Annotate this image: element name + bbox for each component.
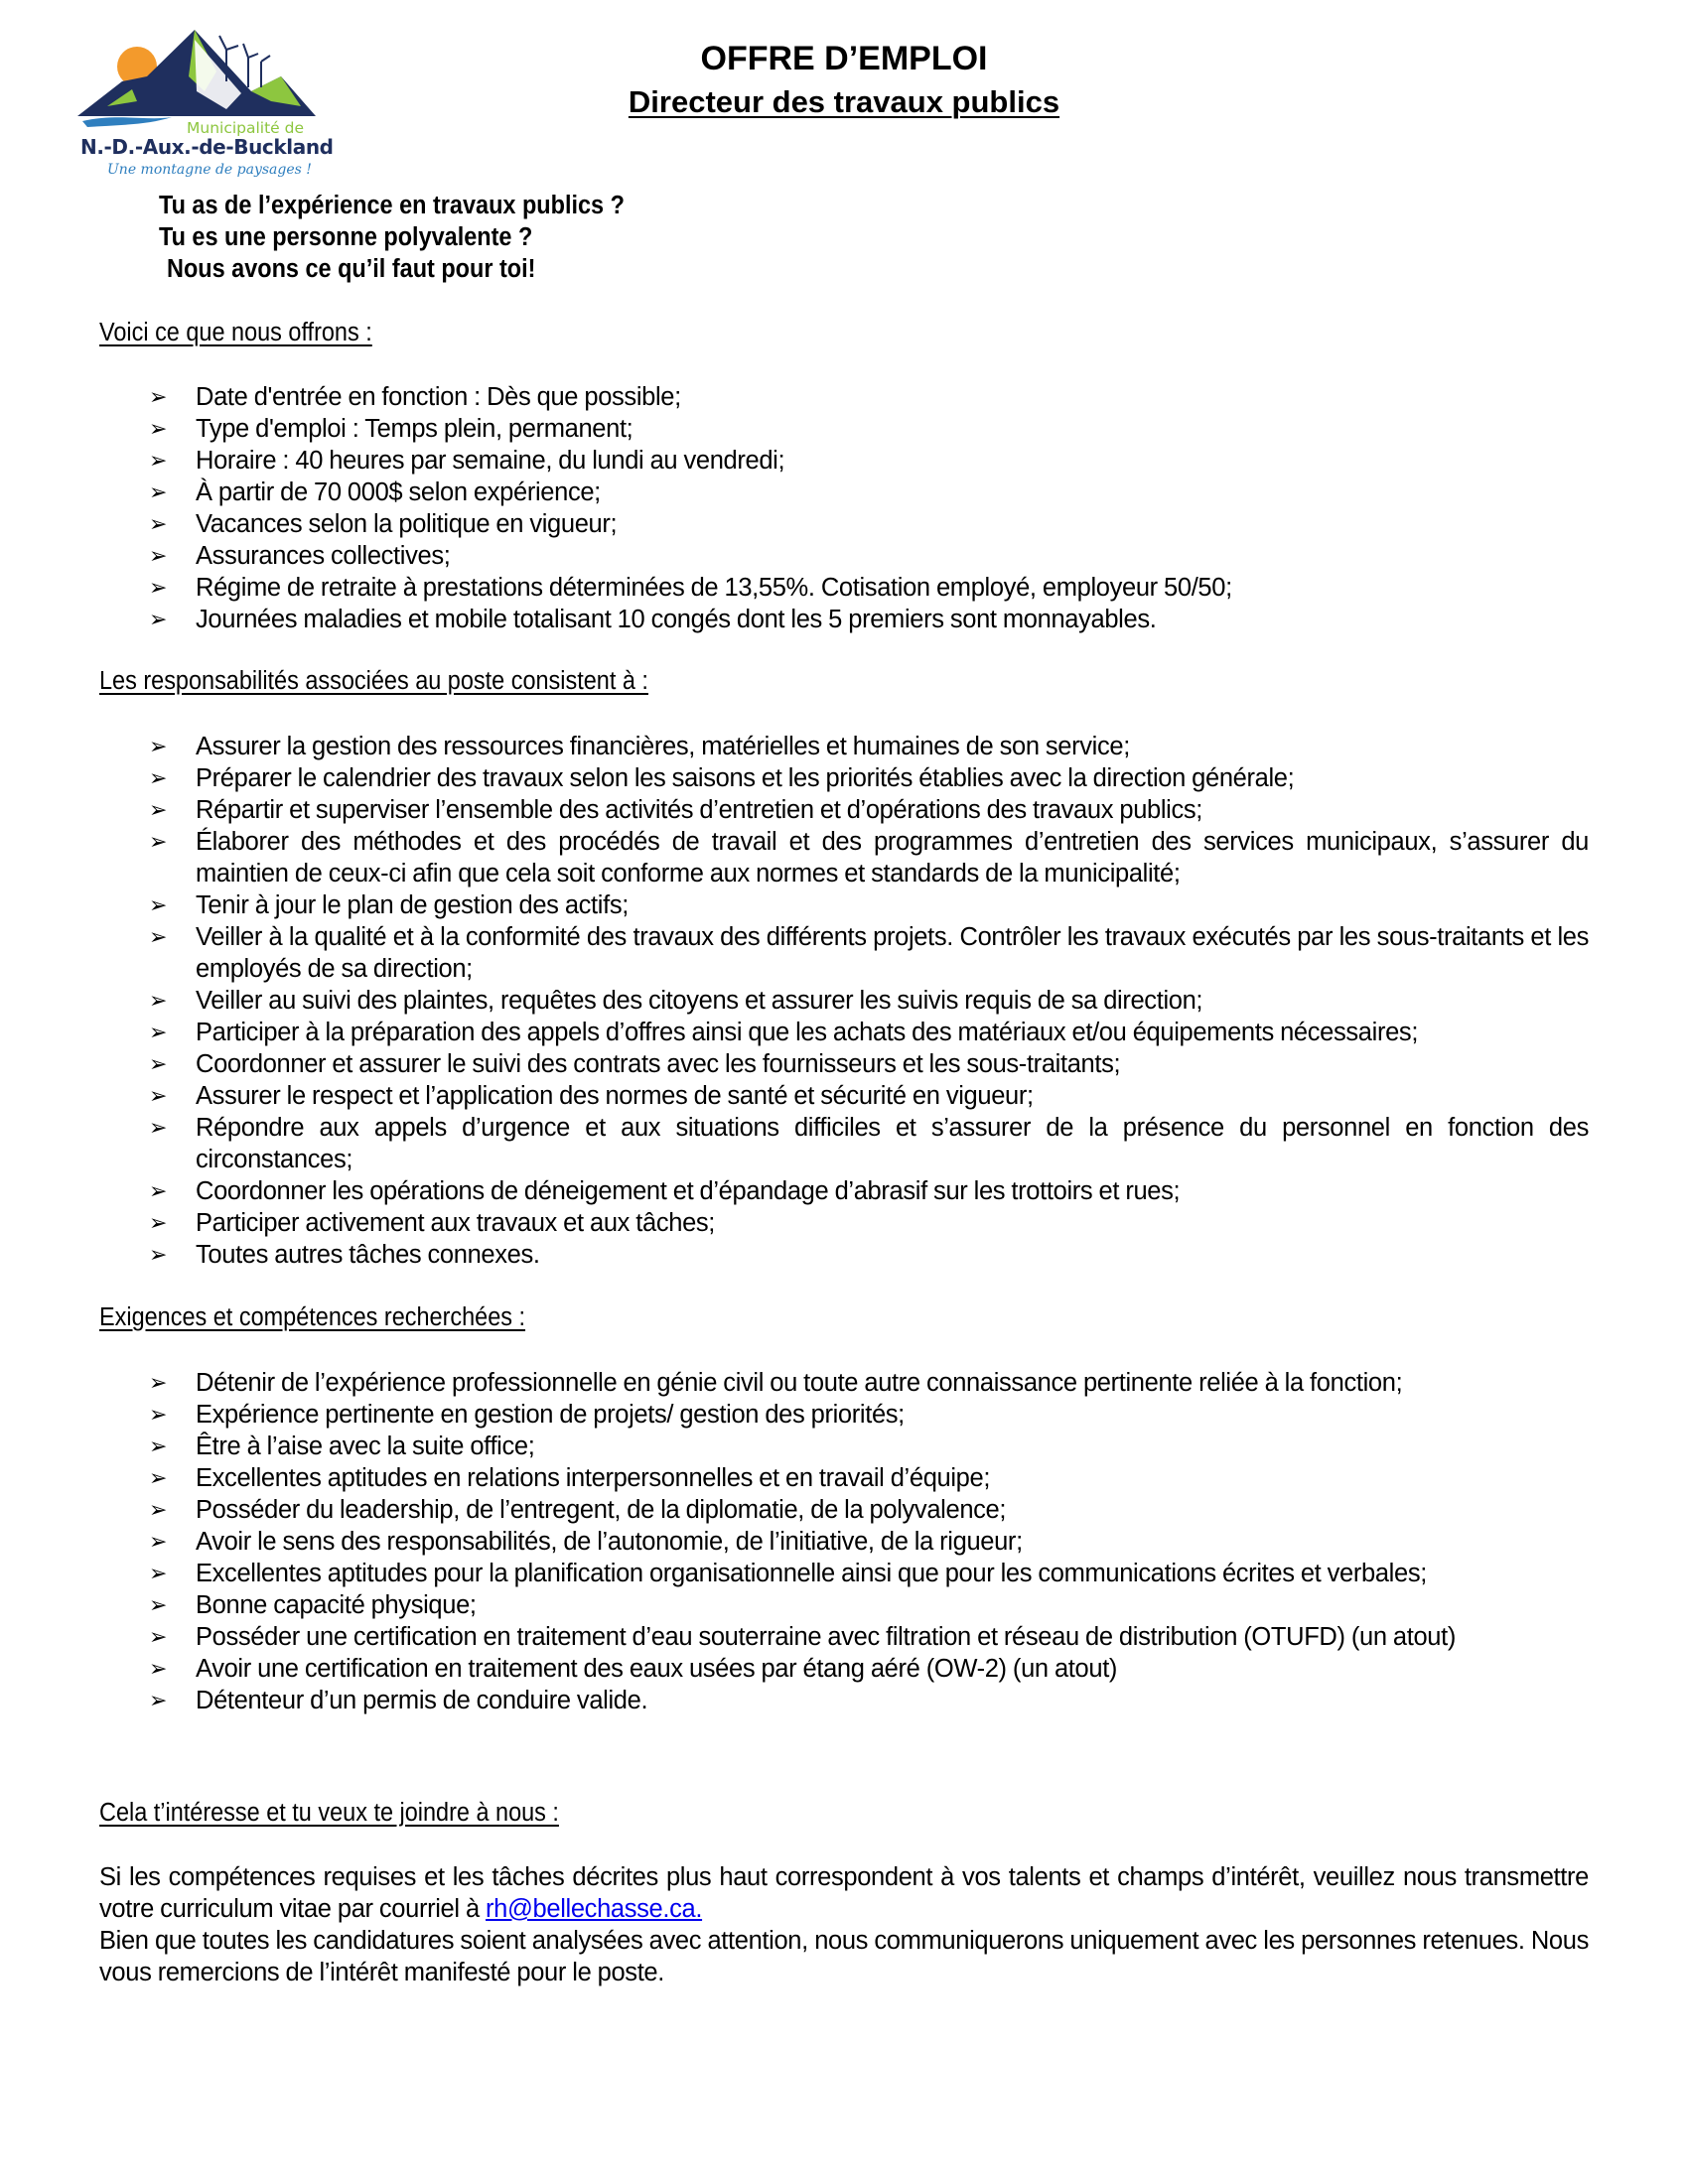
requirement-item-text: Posséder du leadership, de l’entregent, de la diplomatie, de la polyvalence; xyxy=(196,1496,1007,1524)
requirement-item-text: Détenteur d’un permis de conduire valide. xyxy=(196,1687,648,1714)
requirement-item xyxy=(99,1558,1589,1589)
arrowhead-right-icon: ➢ xyxy=(149,511,168,536)
arrowhead-right-icon: ➢ xyxy=(149,575,168,600)
requirement-item xyxy=(99,1367,1589,1399)
email-link[interactable]: rh@bellechasse.ca. xyxy=(486,1895,703,1923)
offer-item-text: Régime de retraite à prestations déterminées de 13,55%. Cotisation employé, employeur 50/50; xyxy=(196,574,1232,602)
responsibility-item xyxy=(99,731,1589,762)
contact-paragraph xyxy=(99,1861,1589,1925)
requirement-item-text: Avoir une certification en traitement des eaux usées par étang aéré (OW-2) (un atout) xyxy=(196,1655,1118,1683)
responsibility-item xyxy=(99,1048,1589,1080)
arrowhead-right-icon: ➢ xyxy=(149,1561,168,1585)
logo-slogan: Une montagne de paysages ! xyxy=(107,162,312,178)
arrowhead-right-icon: ➢ xyxy=(149,1051,168,1076)
arrowhead-right-icon: ➢ xyxy=(149,448,168,473)
hook-line: Nous avons ce qu’il faut pour toi! xyxy=(167,255,536,283)
contact-text: Si les compétences requises et les tâches décrites plus haut correspondent à vos talents et champs d’intérêt, veuillez nous transmettre votre curriculum vitae par courriel à xyxy=(99,1863,1589,1923)
responsibility-item-text: Préparer le calendrier des travaux selon les saisons et les priorités établies avec la direction générale; xyxy=(196,764,1295,792)
responsibility-item xyxy=(99,985,1589,1017)
offer-item-text: Assurances collectives; xyxy=(196,542,451,570)
arrowhead-right-icon: ➢ xyxy=(149,1178,168,1203)
logo-municipality-label: Municipalité de xyxy=(187,119,305,137)
offer-item-text: À partir de 70 000$ selon expérience; xyxy=(196,478,601,506)
responsibility-item-text: Toutes autres tâches connexes. xyxy=(196,1241,540,1269)
arrowhead-right-icon: ➢ xyxy=(149,384,168,409)
responsibility-item-text: Répondre aux appels d’urgence et aux situations difficiles et s’assurer de la présence du personnel en fonction des circonstances; xyxy=(196,1114,1589,1173)
arrowhead-right-icon: ➢ xyxy=(149,1210,168,1235)
arrowhead-right-icon: ➢ xyxy=(149,1370,168,1395)
responsibility-item xyxy=(99,1017,1589,1048)
requirement-item-text: Excellentes aptitudes en relations interpersonnelles et en travail d’équipe; xyxy=(196,1464,991,1492)
municipality-logo xyxy=(77,22,334,179)
requirement-item xyxy=(99,1399,1589,1431)
responsibilities-list xyxy=(99,731,1589,1271)
requirement-item-text: Excellentes aptitudes pour la planification organisationnelle ainsi que pour les communications écrites et verbales; xyxy=(196,1560,1427,1587)
responsibility-item xyxy=(99,921,1589,985)
arrowhead-right-icon: ➢ xyxy=(149,892,168,917)
responsibility-item xyxy=(99,1239,1589,1271)
responsibility-item-text: Assurer le respect et l’application des normes de santé et sécurité en vigueur; xyxy=(196,1082,1034,1110)
responsibility-item-text: Veiller à la qualité et à la conformité des travaux des différents projets. Contrôler les travaux exécutés par les sous-traitants et les employés de sa direction; xyxy=(196,923,1589,983)
arrowhead-right-icon: ➢ xyxy=(149,1592,168,1617)
responsibility-item-text: Coordonner et assurer le suivi des contrats avec les fournisseurs et les sous-traitants; xyxy=(196,1050,1121,1078)
offer-item xyxy=(99,604,1589,635)
responsibility-item xyxy=(99,1175,1589,1207)
requirement-item-text: Avoir le sens des responsabilités, de l’autonomie, de l’initiative, de la rigueur; xyxy=(196,1528,1023,1556)
page-title: OFFRE D’EMPLOI xyxy=(700,40,988,77)
hook-line: Tu es une personne polyvalente ? xyxy=(159,223,533,251)
requirement-item xyxy=(99,1494,1589,1526)
responsibility-item xyxy=(99,1112,1589,1175)
arrowhead-right-icon: ➢ xyxy=(149,829,168,854)
offer-list xyxy=(99,381,1589,635)
requirements-list xyxy=(99,1367,1589,1716)
responsibility-item-text: Coordonner les opérations de déneigement et d’épandage d’abrasif sur les trottoirs et rues; xyxy=(196,1177,1181,1205)
requirement-item xyxy=(99,1621,1589,1653)
responsibility-item-text: Répartir et superviser l’ensemble des activités d’entretien et d’opérations des travaux publics; xyxy=(196,796,1203,824)
offer-item xyxy=(99,413,1589,445)
responsibility-item xyxy=(99,889,1589,921)
responsibility-item-text: Tenir à jour le plan de gestion des actifs; xyxy=(196,891,629,919)
requirement-item xyxy=(99,1431,1589,1462)
arrowhead-right-icon: ➢ xyxy=(149,543,168,568)
offer-item xyxy=(99,572,1589,604)
logo-municipality-name: N.-D.-Aux.-de-Buckland xyxy=(80,135,334,159)
arrowhead-right-icon: ➢ xyxy=(149,1465,168,1490)
offer-item-text: Journées maladies et mobile totalisant 10 congés dont les 5 premiers sont monnayables. xyxy=(196,606,1157,633)
requirement-item xyxy=(99,1589,1589,1621)
responsibility-item xyxy=(99,1080,1589,1112)
arrowhead-right-icon: ➢ xyxy=(149,1020,168,1044)
requirement-item-text: Détenir de l’expérience professionnelle en génie civil ou toute autre connaissance pertinente reliée à la fonction; xyxy=(196,1369,1403,1397)
arrowhead-right-icon: ➢ xyxy=(149,607,168,631)
job-title xyxy=(556,84,1132,120)
arrowhead-right-icon: ➢ xyxy=(149,1433,168,1458)
arrowhead-right-icon: ➢ xyxy=(149,416,168,441)
requirement-item xyxy=(99,1653,1589,1685)
section-heading-contact: Cela t’intéresse et tu veux te joindre à nous : xyxy=(99,1799,559,1827)
responsibility-item-text: Élaborer des méthodes et des procédés de travail et des programmes d’entretien des services municipaux, s’assurer du maintien de ceux-ci afin que cela soit conforme aux normes et standards de la municipalité; xyxy=(196,828,1589,887)
offer-item-text: Date d'entrée en fonction : Dès que possible; xyxy=(196,383,681,411)
requirement-item xyxy=(99,1685,1589,1716)
section-heading-offer: Voici ce que nous offrons : xyxy=(99,319,372,346)
arrowhead-right-icon: ➢ xyxy=(149,1115,168,1140)
arrowhead-right-icon: ➢ xyxy=(149,1497,168,1522)
offer-item-text: Vacances selon la politique en vigueur; xyxy=(196,510,618,538)
arrowhead-right-icon: ➢ xyxy=(149,1402,168,1427)
arrowhead-right-icon: ➢ xyxy=(149,1656,168,1681)
arrowhead-right-icon: ➢ xyxy=(149,1624,168,1649)
responsibility-item-text: Participer à la préparation des appels d’offres ainsi que les achats des matériaux et/ou équipements nécessaires; xyxy=(196,1019,1419,1046)
responsibility-item xyxy=(99,762,1589,794)
responsibility-item xyxy=(99,1207,1589,1239)
hook-line: Tu as de l’expérience en travaux publics ? xyxy=(159,192,625,219)
arrowhead-right-icon: ➢ xyxy=(149,797,168,822)
responsibility-item xyxy=(99,826,1589,889)
arrowhead-right-icon: ➢ xyxy=(149,988,168,1013)
offer-item xyxy=(99,445,1589,477)
section-heading-requirements: Exigences et compétences recherchées : xyxy=(99,1303,526,1331)
offer-item xyxy=(99,508,1589,540)
arrowhead-right-icon: ➢ xyxy=(149,1242,168,1267)
responsibility-item-text: Veiller au suivi des plaintes, requêtes des citoyens et assurer les suivis requis de sa direction; xyxy=(196,987,1203,1015)
arrowhead-right-icon: ➢ xyxy=(149,479,168,504)
job-title-text: Directeur des travaux publics xyxy=(628,84,1060,119)
requirement-item-text: Posséder une certification en traitement d’eau souterraine avec filtration et réseau de distribution (OTUFD) (un atout) xyxy=(196,1623,1457,1651)
arrowhead-right-icon: ➢ xyxy=(149,734,168,758)
requirement-item xyxy=(99,1462,1589,1494)
arrowhead-right-icon: ➢ xyxy=(149,765,168,790)
responsibility-item xyxy=(99,794,1589,826)
offer-item xyxy=(99,540,1589,572)
offer-item xyxy=(99,381,1589,413)
requirement-item-text: Bonne capacité physique; xyxy=(196,1591,477,1619)
requirement-item-text: Être à l’aise avec la suite office; xyxy=(196,1433,535,1460)
closing-paragraph: Bien que toutes les candidatures soient analysées avec attention, nous communiquerons uniquement avec les personnes retenues. Nous vous remercions de l’intérêt manifesté pour le poste. xyxy=(99,1927,1589,1986)
requirement-item xyxy=(99,1526,1589,1558)
section-heading-responsibilities: Les responsabilités associées au poste consistent à : xyxy=(99,667,648,695)
arrowhead-right-icon: ➢ xyxy=(149,924,168,949)
offer-item-text: Type d'emploi : Temps plein, permanent; xyxy=(196,415,633,443)
offer-item xyxy=(99,477,1589,508)
mountain-logo-icon xyxy=(77,22,326,131)
responsibility-item-text: Participer activement aux travaux et aux tâches; xyxy=(196,1209,716,1237)
requirement-item-text: Expérience pertinente en gestion de projets/ gestion des priorités; xyxy=(196,1401,905,1429)
arrowhead-right-icon: ➢ xyxy=(149,1529,168,1554)
offer-item-text: Horaire : 40 heures par semaine, du lundi au vendredi; xyxy=(196,447,785,475)
arrowhead-right-icon: ➢ xyxy=(149,1688,168,1712)
responsibility-item-text: Assurer la gestion des ressources financières, matérielles et humaines de son service; xyxy=(196,733,1130,760)
arrowhead-right-icon: ➢ xyxy=(149,1083,168,1108)
